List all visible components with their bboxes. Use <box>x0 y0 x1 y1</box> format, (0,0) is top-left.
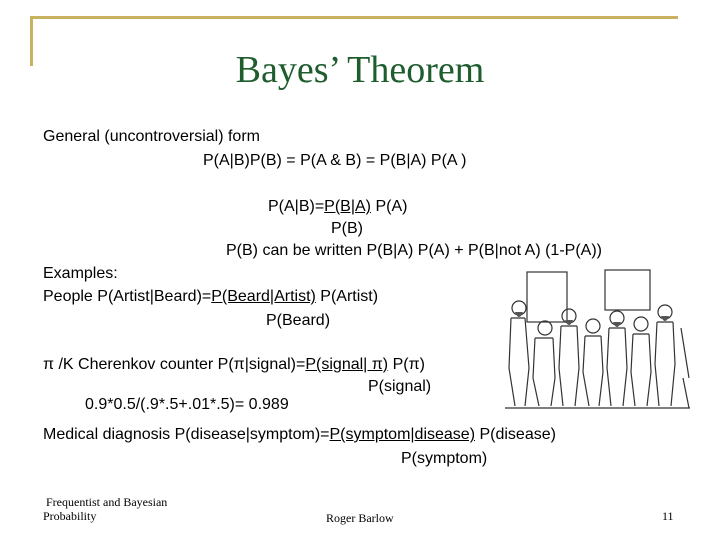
pb-expansion: P(B) can be written P(B|A) P(A) + P(B|not A) (1-P(A)) <box>226 242 602 259</box>
people-example <box>43 288 378 306</box>
medical-denominator: P(symptom) <box>401 450 488 467</box>
cherenkov-example <box>43 356 425 374</box>
people-denominator: P(Beard) <box>266 312 331 329</box>
bayes-formula-denominator: P(B) <box>331 220 363 237</box>
numerator-underlined: P(B|A) <box>324 198 371 215</box>
examples-heading: Examples: <box>43 265 118 282</box>
medical-suffix: P(disease) <box>475 426 556 443</box>
bayes-formula-numerator <box>268 198 407 216</box>
bearded-artists-sketch <box>505 268 690 416</box>
bayes-product-formula: P(A|B)P(B) = P(A & B) = P(B|A) P(A ) <box>203 152 467 169</box>
people-suffix: P(Artist) <box>315 288 379 305</box>
medical-underlined: P(symptom|disease) <box>329 426 476 443</box>
page-number: 11 <box>662 509 674 523</box>
cherenkov-suffix: P(π) <box>388 356 425 373</box>
numerator-prefix: P(A|B)= <box>268 198 325 215</box>
footer-author: Roger Barlow <box>326 511 394 525</box>
footer-course-line2: Probability <box>43 509 97 523</box>
frame-top-rule <box>30 16 678 19</box>
general-form-heading: General (uncontroversial) form <box>43 128 260 145</box>
cherenkov-prefix: π /K Cherenkov counter P(π|signal)= <box>43 356 306 373</box>
cherenkov-underlined: P(signal| π) <box>305 356 389 373</box>
people-underlined: P(Beard|Artist) <box>211 288 316 305</box>
medical-example <box>43 426 556 444</box>
footer-course-line1: Frequentist and Bayesian <box>46 495 168 509</box>
footer-course-title <box>43 495 167 523</box>
people-prefix: People P(Artist|Beard)= <box>43 288 212 305</box>
medical-prefix: Medical diagnosis P(disease|symptom)= <box>43 426 330 443</box>
numerator-suffix: P(A) <box>371 198 408 215</box>
slide-title: Bayes’ Theorem <box>235 49 485 91</box>
cherenkov-calculation: 0.9*0.5/(.9*.5+.01*.5)= 0.989 <box>85 396 289 413</box>
cherenkov-denominator: P(signal) <box>368 378 432 395</box>
